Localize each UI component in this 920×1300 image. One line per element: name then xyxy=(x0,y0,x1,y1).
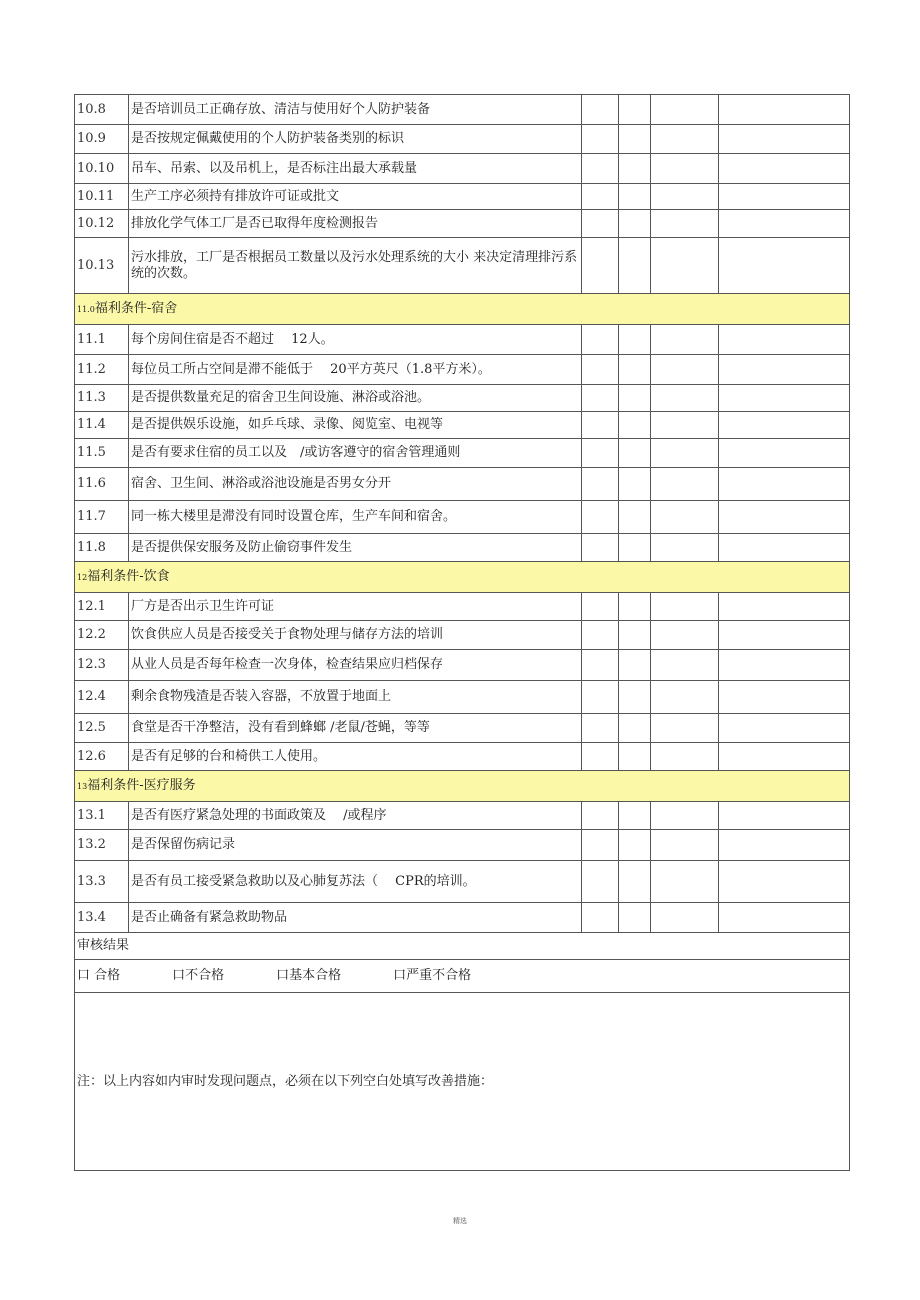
check-cell-a[interactable] xyxy=(581,534,618,562)
check-cell-a[interactable] xyxy=(581,154,618,184)
section-label: 福利条件-宿舍 xyxy=(94,300,178,316)
check-cell-b[interactable] xyxy=(619,355,650,385)
remark-cell[interactable] xyxy=(719,714,850,743)
check-cell-a[interactable] xyxy=(581,501,618,534)
item-description: 排放化学气体工厂是否已取得年度检测报告 xyxy=(129,210,582,238)
check-cell-b[interactable] xyxy=(619,125,650,154)
check-cell-c[interactable] xyxy=(650,468,719,501)
result-label-row xyxy=(75,933,850,960)
remark-cell[interactable] xyxy=(719,861,850,903)
section-number: 12 xyxy=(77,572,88,582)
item-number: 12.5 xyxy=(75,714,129,743)
check-cell-c[interactable] xyxy=(650,385,719,412)
check-cell-a[interactable] xyxy=(581,355,618,385)
checklist-row xyxy=(75,184,850,210)
item-number: 11.4 xyxy=(75,412,129,439)
checklist-row xyxy=(75,154,850,184)
checklist-row xyxy=(75,903,850,933)
check-cell-b[interactable] xyxy=(619,95,650,125)
improvement-note-area[interactable] xyxy=(75,993,850,1171)
remark-cell[interactable] xyxy=(719,743,850,771)
check-cell-a[interactable] xyxy=(581,325,618,355)
improvement-note-row xyxy=(75,993,850,1171)
checklist-row xyxy=(75,210,850,238)
checklist-row xyxy=(75,861,850,903)
check-cell-c[interactable] xyxy=(650,501,719,534)
item-number: 11.2 xyxy=(75,355,129,385)
checklist-row xyxy=(75,802,850,830)
item-number: 10.11 xyxy=(75,184,129,210)
checklist-row xyxy=(75,534,850,562)
item-number: 13.1 xyxy=(75,802,129,830)
check-cell-b[interactable] xyxy=(619,154,650,184)
check-cell-a[interactable] xyxy=(581,903,618,933)
check-cell-c[interactable] xyxy=(650,743,719,771)
check-cell-a[interactable] xyxy=(581,385,618,412)
remark-cell[interactable] xyxy=(719,95,850,125)
result-option-checkbox[interactable]: 口基本合格 xyxy=(276,968,342,983)
check-cell-c[interactable] xyxy=(650,355,719,385)
checklist-row xyxy=(75,593,850,621)
item-description: 是否有医疗紧急处理的书面政策及 /或程序 xyxy=(129,802,582,830)
remark-cell[interactable] xyxy=(719,385,850,412)
section-title xyxy=(75,294,850,325)
item-number: 11.7 xyxy=(75,501,129,534)
remark-cell[interactable] xyxy=(719,184,850,210)
checklist-row xyxy=(75,125,850,154)
remark-cell[interactable] xyxy=(719,534,850,562)
item-description: 是否提供保安服务及防止偷窃事件发生 xyxy=(129,534,582,562)
section-title xyxy=(75,771,850,802)
checklist-row xyxy=(75,412,850,439)
remark-cell[interactable] xyxy=(719,210,850,238)
check-cell-b[interactable] xyxy=(619,468,650,501)
item-description: 宿舍、卫生间、淋浴或浴池设施是否男女分开 xyxy=(129,468,582,501)
check-cell-c[interactable] xyxy=(650,95,719,125)
check-cell-c[interactable] xyxy=(650,681,719,714)
checklist-row xyxy=(75,385,850,412)
checklist-row xyxy=(75,439,850,468)
check-cell-b[interactable] xyxy=(619,830,650,861)
checklist-row xyxy=(75,714,850,743)
remark-cell[interactable] xyxy=(719,802,850,830)
result-label: 审核结果 xyxy=(75,933,850,960)
checklist-row xyxy=(75,95,850,125)
check-cell-b[interactable] xyxy=(619,593,650,621)
checklist-row xyxy=(75,830,850,861)
result-option-checkbox[interactable]: 口 合格 xyxy=(77,968,121,983)
item-number: 10.9 xyxy=(75,125,129,154)
check-cell-a[interactable] xyxy=(581,439,618,468)
item-description: 从业人员是否每年检查一次身体，检查结果应归档保存 xyxy=(129,650,582,681)
result-option-checkbox[interactable]: 口严重不合格 xyxy=(393,968,472,983)
check-cell-c[interactable] xyxy=(650,861,719,903)
result-options-row xyxy=(75,960,850,993)
item-description: 污水排放，工厂是否根据员工数量以及污水处理系统的大小 来决定清理排污系 统的次数。 xyxy=(129,238,582,294)
check-cell-c[interactable] xyxy=(650,714,719,743)
check-cell-a[interactable] xyxy=(581,238,618,294)
item-number: 10.12 xyxy=(75,210,129,238)
checklist-row xyxy=(75,650,850,681)
check-cell-a[interactable] xyxy=(581,412,618,439)
section-header-row xyxy=(75,562,850,593)
check-cell-c[interactable] xyxy=(650,802,719,830)
remark-cell[interactable] xyxy=(719,355,850,385)
check-cell-b[interactable] xyxy=(619,385,650,412)
item-number: 13.4 xyxy=(75,903,129,933)
item-number: 13.2 xyxy=(75,830,129,861)
item-number: 10.8 xyxy=(75,95,129,125)
result-option-checkbox[interactable]: 口不合格 xyxy=(172,968,225,983)
check-cell-b[interactable] xyxy=(619,439,650,468)
check-cell-a[interactable] xyxy=(581,210,618,238)
section-number: 11.0 xyxy=(77,304,95,314)
check-cell-b[interactable] xyxy=(619,325,650,355)
check-cell-a[interactable] xyxy=(581,95,618,125)
remark-cell[interactable] xyxy=(719,830,850,861)
item-description: 食堂是否干净整洁，没有看到蜂螂 /老鼠/苍蝇，等等 xyxy=(129,714,582,743)
item-description: 是否有员工接受紧急救助以及心肺复苏法（ CPR的培训。 xyxy=(129,861,582,903)
checklist-row xyxy=(75,621,850,650)
check-cell-a[interactable] xyxy=(581,468,618,501)
checklist-row xyxy=(75,501,850,534)
check-cell-a[interactable] xyxy=(581,830,618,861)
item-number: 10.10 xyxy=(75,154,129,184)
check-cell-b[interactable] xyxy=(619,501,650,534)
page-footer: 精选 xyxy=(453,1217,467,1225)
check-cell-c[interactable] xyxy=(650,621,719,650)
check-cell-b[interactable] xyxy=(619,210,650,238)
remark-cell[interactable] xyxy=(719,325,850,355)
check-cell-b[interactable] xyxy=(619,412,650,439)
check-cell-c[interactable] xyxy=(650,184,719,210)
check-cell-c[interactable] xyxy=(650,125,719,154)
check-cell-c[interactable] xyxy=(650,534,719,562)
check-cell-b[interactable] xyxy=(619,184,650,210)
remark-cell[interactable] xyxy=(719,412,850,439)
item-number: 11.8 xyxy=(75,534,129,562)
check-cell-b[interactable] xyxy=(619,714,650,743)
item-number: 11.3 xyxy=(75,385,129,412)
check-cell-a[interactable] xyxy=(581,621,618,650)
checklist-row xyxy=(75,743,850,771)
section-title xyxy=(75,562,850,593)
item-description: 吊车、吊索、以及吊机上，是否标注出最大承载量 xyxy=(129,154,582,184)
check-cell-c[interactable] xyxy=(650,238,719,294)
item-number: 12.1 xyxy=(75,593,129,621)
check-cell-a[interactable] xyxy=(581,861,618,903)
check-cell-c[interactable] xyxy=(650,593,719,621)
item-number: 11.1 xyxy=(75,325,129,355)
item-description: 是否有足够的台和椅供工人使用。 xyxy=(129,743,582,771)
check-cell-b[interactable] xyxy=(619,802,650,830)
checklist-row xyxy=(75,355,850,385)
remark-cell[interactable] xyxy=(719,154,850,184)
result-options xyxy=(75,960,850,993)
check-cell-a[interactable] xyxy=(581,681,618,714)
check-cell-a[interactable] xyxy=(581,650,618,681)
remark-cell[interactable] xyxy=(719,439,850,468)
check-cell-b[interactable] xyxy=(619,534,650,562)
check-cell-b[interactable] xyxy=(619,621,650,650)
checklist-row xyxy=(75,468,850,501)
item-description: 是否止确备有紧急救助物品 xyxy=(129,903,582,933)
check-cell-a[interactable] xyxy=(581,593,618,621)
check-cell-b[interactable] xyxy=(619,650,650,681)
checklist-row xyxy=(75,238,850,294)
item-description: 是否保留伤病记录 xyxy=(129,830,582,861)
remark-cell[interactable] xyxy=(719,621,850,650)
item-number: 12.2 xyxy=(75,621,129,650)
item-description: 厂方是否出示卫生许可证 xyxy=(129,593,582,621)
check-cell-b[interactable] xyxy=(619,903,650,933)
item-description: 生产工序必须持有排放许可证或批文 xyxy=(129,184,582,210)
remark-cell[interactable] xyxy=(719,468,850,501)
check-cell-c[interactable] xyxy=(650,830,719,861)
item-description: 每位员工所占空间是滞不能低于 20平方英尺（1.8平方米）。 xyxy=(129,355,582,385)
item-description: 每个房间住宿是否不超过 12人。 xyxy=(129,325,582,355)
check-cell-c[interactable] xyxy=(650,650,719,681)
section-number: 13 xyxy=(77,781,88,791)
check-cell-c[interactable] xyxy=(650,439,719,468)
checklist-row xyxy=(75,681,850,714)
remark-cell[interactable] xyxy=(719,501,850,534)
remark-cell[interactable] xyxy=(719,650,850,681)
checklist-row xyxy=(75,325,850,355)
item-number: 11.5 xyxy=(75,439,129,468)
check-cell-a[interactable] xyxy=(581,743,618,771)
item-description: 剩余食物残渣是否装入容器，不放置于地面上 xyxy=(129,681,582,714)
item-description: 是否有要求住宿的员工以及 /或访客遵守的宿舍管理通则 xyxy=(129,439,582,468)
item-number: 12.4 xyxy=(75,681,129,714)
item-number: 12.6 xyxy=(75,743,129,771)
item-description: 是否培训员工正确存放、清洁与使用好个人防护装备 xyxy=(129,95,582,125)
check-cell-a[interactable] xyxy=(581,184,618,210)
check-cell-a[interactable] xyxy=(581,125,618,154)
section-header-row xyxy=(75,771,850,802)
item-description: 饮食供应人员是否接受关于食物处理与储存方法的培训 xyxy=(129,621,582,650)
item-number: 12.3 xyxy=(75,650,129,681)
check-cell-b[interactable] xyxy=(619,681,650,714)
item-number: 13.3 xyxy=(75,861,129,903)
item-description: 是否提供娱乐设施，如乒乓球、录像、阅览室、电视等 xyxy=(129,412,582,439)
check-cell-c[interactable] xyxy=(650,210,719,238)
item-description: 是否按规定佩戴使用的个人防护装备类别的标识 xyxy=(129,125,582,154)
remark-cell[interactable] xyxy=(719,593,850,621)
item-description: 同一栋大楼里是滞没有同时设置仓库，生产车间和宿舍。 xyxy=(129,501,582,534)
remark-cell[interactable] xyxy=(719,238,850,294)
improvement-note-text: 注：以上内容如内审时发现问题点，必须在以下列空白处填写改善措施： xyxy=(77,1073,494,1089)
audit-checklist-table xyxy=(74,94,850,1171)
check-cell-a[interactable] xyxy=(581,714,618,743)
check-cell-c[interactable] xyxy=(650,412,719,439)
item-description: 是否提供数量充足的宿舍卫生间设施、淋浴或浴池。 xyxy=(129,385,582,412)
check-cell-c[interactable] xyxy=(650,325,719,355)
check-cell-b[interactable] xyxy=(619,743,650,771)
section-label: 福利条件-饮食 xyxy=(87,568,170,584)
section-header-row xyxy=(75,294,850,325)
item-number: 11.6 xyxy=(75,468,129,501)
remark-cell[interactable] xyxy=(719,903,850,933)
check-cell-c[interactable] xyxy=(650,903,719,933)
remark-cell[interactable] xyxy=(719,125,850,154)
check-cell-b[interactable] xyxy=(619,861,650,903)
section-label: 福利条件-医疗服务 xyxy=(87,777,196,793)
item-number: 10.13 xyxy=(75,238,129,294)
check-cell-b[interactable] xyxy=(619,238,650,294)
check-cell-c[interactable] xyxy=(650,154,719,184)
check-cell-a[interactable] xyxy=(581,802,618,830)
remark-cell[interactable] xyxy=(719,681,850,714)
